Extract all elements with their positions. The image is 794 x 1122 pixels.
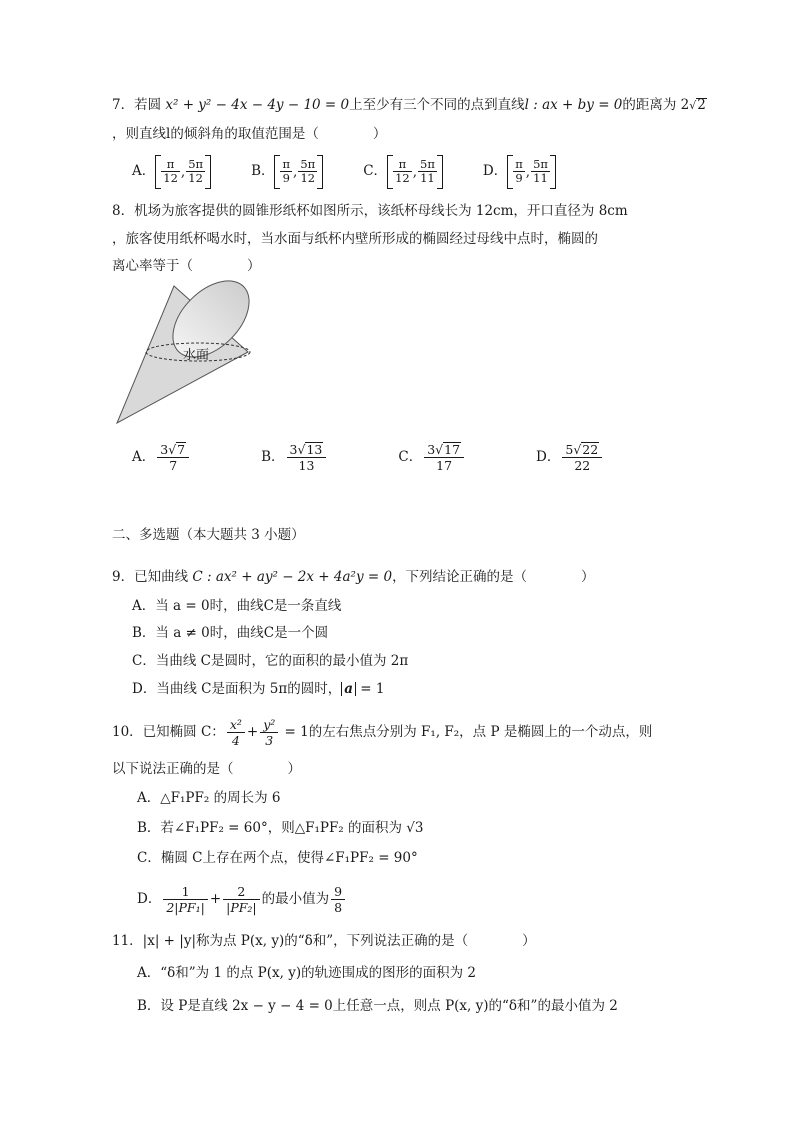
comma: , <box>412 163 417 180</box>
q11-option-a: A．“δ和”为 1 的点 P(x, y)的轨迹围成的图形的面积为 2 <box>137 965 476 981</box>
q9-stem-post: ，下列结论正确的是（ ） <box>392 569 595 585</box>
q7-options <box>132 154 556 189</box>
fraction-numerator: y² <box>260 717 278 733</box>
option-label: D． <box>536 449 561 465</box>
coefficient: 5 <box>565 442 574 457</box>
q7-option-d <box>483 154 556 189</box>
interval-bracket <box>155 155 211 189</box>
fraction-denominator: 17 <box>436 458 453 473</box>
option-label: A． <box>132 449 156 465</box>
fraction-9-over-8 <box>331 884 345 915</box>
q8-option-a <box>132 440 191 474</box>
fraction-numerator: 5π <box>300 157 316 171</box>
q9-option-c: C．当曲线 C是圆时，它的面积的最小值为 2π <box>132 653 409 669</box>
interval-upper <box>186 158 205 185</box>
q7-stem-mid: 上至少有三个不同的点到直线 <box>349 97 525 113</box>
fraction-numerator: π <box>161 158 180 172</box>
sqrt-radicand: 2 <box>697 97 706 113</box>
fraction-denominator: 3 <box>265 733 274 748</box>
fraction-denominator: 7 <box>169 458 178 473</box>
fraction-numerator: 5π <box>188 157 204 171</box>
q10-option-c: C．椭圆 C上存在两个点，使得∠F₁PF₂ = 90° <box>137 850 418 866</box>
fraction-denominator: 12 <box>188 171 203 185</box>
interval-bracket <box>387 155 443 189</box>
interval-lower <box>161 158 180 185</box>
sqrt-icon: √ <box>168 442 177 457</box>
section-heading: 二、多选题（本大题共 3 小题） <box>112 527 305 543</box>
fraction-numerator <box>562 442 602 458</box>
fraction-denominator: 12 <box>395 171 410 185</box>
q9-option-d-value: = 1 <box>355 681 385 697</box>
fraction-denominator: 11 <box>533 171 548 185</box>
option-label: C． <box>398 449 423 465</box>
fraction-numerator: 5π <box>533 157 548 171</box>
fraction-y2-over-3 <box>260 717 278 748</box>
fraction-numerator: 2 <box>223 884 260 900</box>
q9-stem-prefix: 9．已知曲线 <box>112 569 193 585</box>
option-label: C． <box>363 163 388 179</box>
comma: , <box>293 163 298 180</box>
q10-stem-line1: 10．已知椭圆 C： $\frac{\text{x²}}{4}$ + $\frac{\text{y²}}{3}$ = 1的左右焦点分别为 F₁, F₂，点 P 是椭圆上的一个动点，则 <box>112 717 653 748</box>
fraction-denominator: 2|PF₁| <box>166 900 205 915</box>
fraction-denominator: 12 <box>300 171 316 185</box>
fraction-denominator: |PF₂| <box>226 900 257 915</box>
fraction-value <box>424 442 464 473</box>
fraction-denominator: 11 <box>420 171 435 185</box>
fraction-denominator: 13 <box>298 458 315 473</box>
fraction-numerator: π <box>393 158 412 172</box>
q10-stem-post: = 1的左右焦点分别为 F₁, F₂，点 P 是椭圆上的一个动点，则 <box>280 724 653 740</box>
interval-lower <box>280 158 292 185</box>
interval-lower <box>393 158 412 185</box>
q9-stem <box>112 568 595 586</box>
q7-stem-post: 的距离为 2 <box>622 97 690 113</box>
q7-option-c <box>363 154 443 189</box>
fraction-x2-over-4 <box>227 717 245 748</box>
q8-option-d <box>536 440 604 474</box>
interval-bracket <box>274 155 323 189</box>
interval-lower <box>513 158 525 185</box>
sqrt-radicand: 13 <box>306 442 323 457</box>
sqrt-radicand: 17 <box>444 442 461 457</box>
paper-cup-cone-figure <box>112 280 262 430</box>
q8-stem-line2: ，旅客使用纸杯喝水时，当水面与纸杯内壁所形成的椭圆经过母线中点时，椭圆的 <box>112 231 598 247</box>
abs-a: a <box>341 682 356 696</box>
fraction-numerator: 9 <box>331 884 345 900</box>
fraction-numerator <box>287 442 327 458</box>
coefficient: 3 <box>427 442 436 457</box>
q10-stem-prefix: 10．已知椭圆 C： <box>112 724 225 740</box>
q8-stem-line3: 离心率等于（ ） <box>112 258 261 274</box>
q9-option-b: B．当 a ≠ 0时，曲线C是一个圆 <box>132 625 329 641</box>
option-label: B． <box>261 449 285 465</box>
fraction-1-over-2pf1 <box>163 884 207 915</box>
q8-option-list <box>132 442 604 473</box>
q9-option-d <box>132 680 384 698</box>
fraction-numerator: π <box>282 157 291 171</box>
q7-option-list <box>132 157 556 185</box>
q9-option-d-text: D．当曲线 C是面积为 5π的圆时， <box>132 681 342 697</box>
fraction-denominator: 9 <box>282 171 290 185</box>
sqrt-icon: √ <box>435 442 444 457</box>
interval-upper <box>298 158 317 185</box>
sqrt-radicand: 7 <box>177 442 186 457</box>
q11-option-b: B．设 P是直线 2x − y − 4 = 0上任意一点，则点 P(x, y)的“δ和”的最小值为 2 <box>137 998 618 1014</box>
fraction-denominator: 9 <box>515 171 523 185</box>
coefficient: 3 <box>289 442 298 457</box>
fraction-value <box>157 442 189 473</box>
q8-option-c <box>398 440 466 474</box>
q8-options <box>132 440 604 474</box>
option-label: D． <box>482 163 508 179</box>
sqrt-radicand: 22 <box>582 442 599 457</box>
fraction-denominator: 8 <box>334 900 343 915</box>
q10-option-a: A．△F₁PF₂ 的周长为 6 <box>137 790 281 806</box>
sqrt-icon: √ <box>689 99 697 112</box>
q10-option-b: B．若∠F₁PF₂ = 60°，则△F₁PF₂ 的面积为 √3 <box>137 820 424 836</box>
fraction-numerator: 5π <box>420 157 435 171</box>
circle-equation: x² + y² − 4x − 4y − 10 = 0 <box>165 97 350 113</box>
q8-option-b <box>261 440 328 474</box>
fraction-value <box>562 442 602 473</box>
coefficient: 3 <box>160 442 169 457</box>
interval-upper <box>531 158 550 185</box>
sqrt-icon: √ <box>297 442 306 457</box>
interval-bracket <box>507 155 556 189</box>
fraction-denominator: 12 <box>163 171 178 185</box>
fraction-numerator: 1 <box>163 884 207 900</box>
fraction-value <box>287 442 327 473</box>
q10-option-d-text: 的最小值为 <box>261 891 330 907</box>
fraction-numerator <box>424 442 464 458</box>
curve-equation: C : ax² + ay² − 2x + 4a²y = 0 <box>192 569 393 585</box>
comma: , <box>180 163 186 180</box>
line-equation: l : ax + by = 0 <box>524 97 623 113</box>
q10-option-d: D． $\frac{1}{\text{2|PF₁|}}$ + $\frac{2}{\text{|PF₂|}}$ 的最小值为 $\frac{9}{8}$ <box>137 880 347 918</box>
fraction-denominator: 22 <box>574 458 591 473</box>
option-label: B． <box>251 163 275 179</box>
q7-option-b <box>251 154 323 189</box>
q7-option-a <box>132 154 211 189</box>
option-label: A． <box>132 163 156 179</box>
fraction-numerator: x² <box>227 717 245 733</box>
q7-stem-prefix: 7．若圆 <box>112 97 166 113</box>
sqrt-icon: √ <box>573 442 582 457</box>
fraction-numerator: π <box>515 157 523 171</box>
comma: , <box>525 163 531 180</box>
fraction-numerator <box>157 442 189 458</box>
water-surface-label: 水面 <box>183 348 210 363</box>
q7-stem-line2: ，则直线l的倾斜角的取值范围是（ ） <box>112 126 387 142</box>
fraction-denominator: 4 <box>231 733 240 748</box>
fraction-2-over-pf2 <box>223 884 260 915</box>
q10-stem-line2: 以下说法正确的是（ ） <box>112 761 301 777</box>
interval-upper <box>418 158 437 185</box>
q8-stem-line1: 8．机场为旅客提供的圆锥形纸杯如图所示，该纸杯母线长为 12cm，开口直径为 8cm <box>112 203 628 219</box>
q11-stem: 11．|x| + |y|称为点 P(x, y)的“δ和”，下列说法正确的是（ ） <box>112 933 536 949</box>
q10-option-d-label: D． <box>137 891 162 907</box>
q7-stem-line1 <box>112 96 707 115</box>
q9-option-a: A．当 a = 0时，曲线C是一条直线 <box>132 598 342 614</box>
